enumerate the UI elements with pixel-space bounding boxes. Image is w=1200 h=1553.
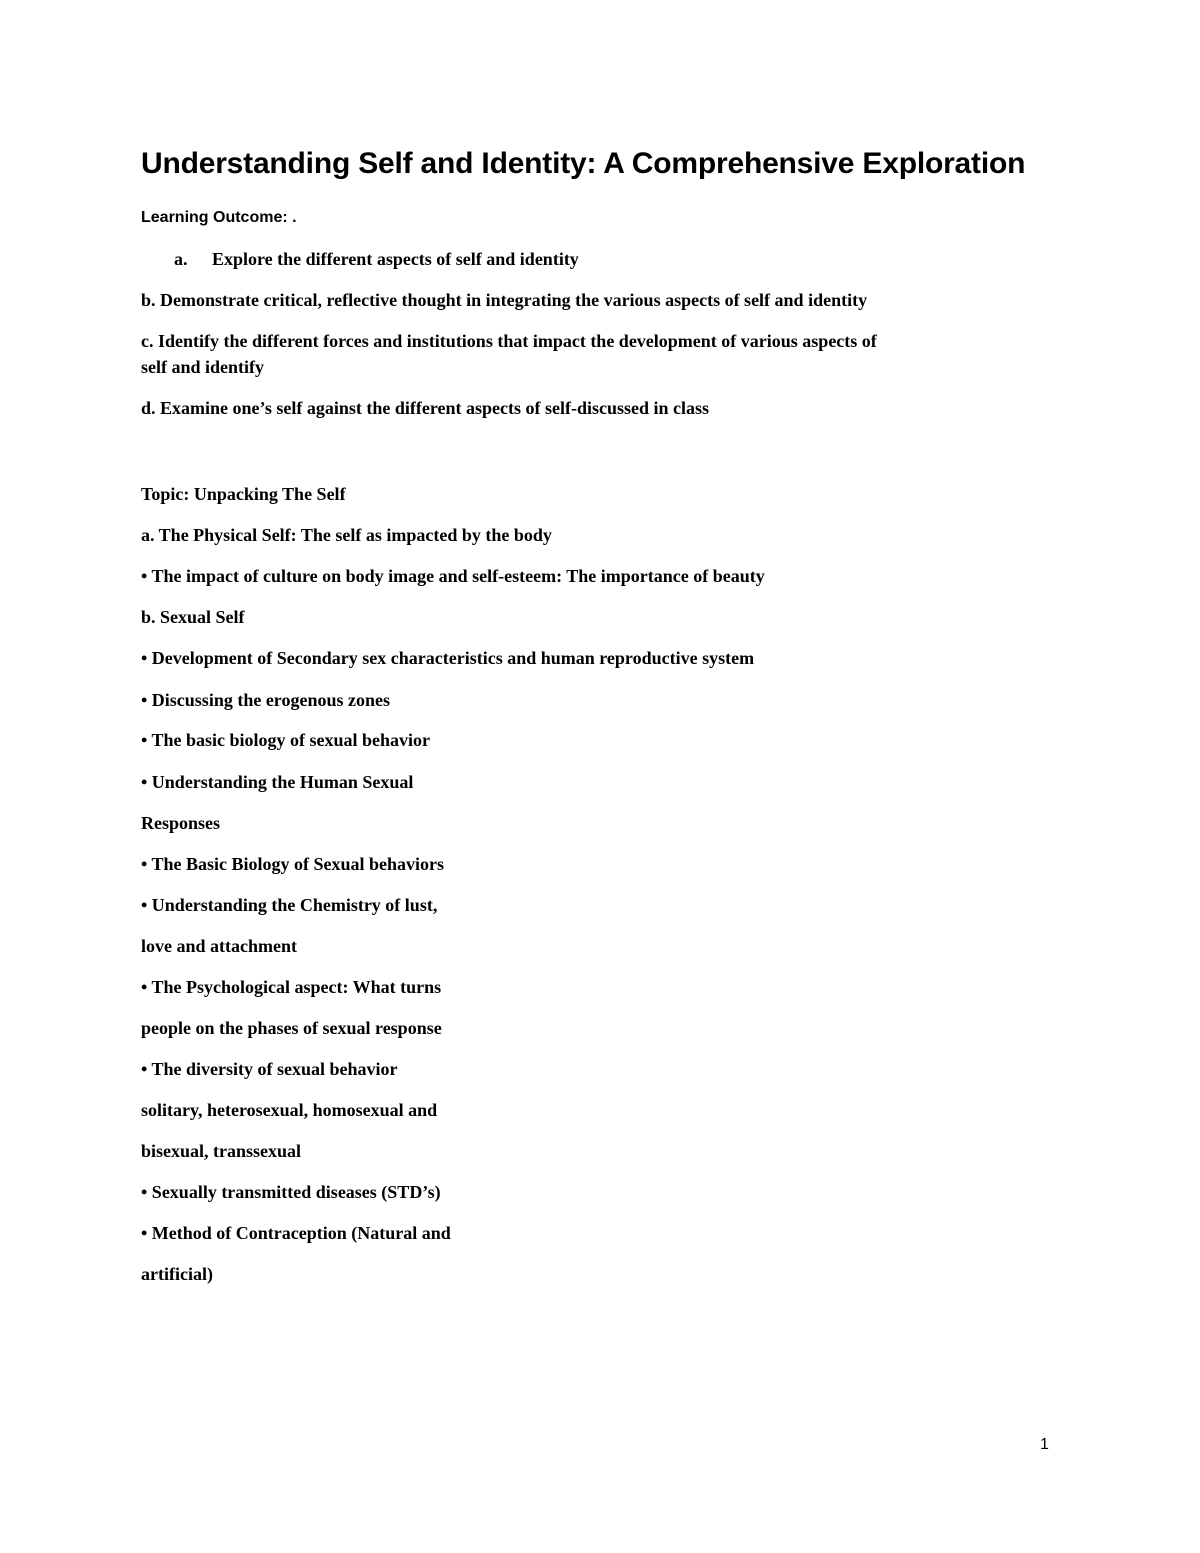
list-item: • The Psychological aspect: What turns [141, 977, 442, 997]
list-item: • Understanding the Human Sexual [141, 772, 414, 792]
outcome-a-text: Explore the different aspects of self and identity [212, 249, 579, 269]
outcome-b: b. Demonstrate critical, reflective thought in integrating the various aspects of self and identity [141, 290, 868, 310]
list-item: solitary, heterosexual, homosexual and [141, 1100, 438, 1120]
outcome-c-line2: self and identify [141, 357, 265, 377]
list-item: • The basic biology of sexual behavior [141, 730, 431, 750]
list-item: a. The Physical Self: The self as impacted by the body [141, 525, 552, 545]
outcome-a-letter: a. [174, 249, 188, 269]
outcome-d: d. Examine one’s self against the different aspects of self-discussed in class [141, 398, 709, 418]
document-title: Understanding Self and Identity: A Comprehensive Exploration [141, 147, 1026, 180]
outcome-c-line1: c. Identify the different forces and institutions that impact the development of various aspects of [141, 331, 877, 351]
list-item: • The impact of culture on body image and self-esteem: The importance of beauty [141, 566, 765, 586]
learning-outcome-label: Learning Outcome: . [141, 209, 297, 226]
list-item: • The Basic Biology of Sexual behaviors [141, 854, 445, 874]
list-item: • Discussing the erogenous zones [141, 690, 390, 710]
list-item: Responses [141, 813, 221, 833]
list-item: bisexual, transsexual [141, 1141, 302, 1161]
list-item: artificial) [141, 1264, 213, 1284]
topic-heading: Topic: Unpacking The Self [141, 484, 346, 504]
page-number: 1 [1040, 1436, 1049, 1453]
list-item: b. Sexual Self [141, 607, 245, 627]
list-item: • Sexually transmitted diseases (STD’s) [141, 1182, 441, 1202]
list-item: • Understanding the Chemistry of lust, [141, 895, 438, 915]
list-item: love and attachment [141, 936, 297, 956]
list-item: • Method of Contraception (Natural and [141, 1223, 451, 1243]
list-item: • The diversity of sexual behavior [141, 1059, 398, 1079]
list-item: • Development of Secondary sex characteristics and human reproductive system [141, 648, 755, 668]
list-item: people on the phases of sexual response [141, 1018, 442, 1038]
